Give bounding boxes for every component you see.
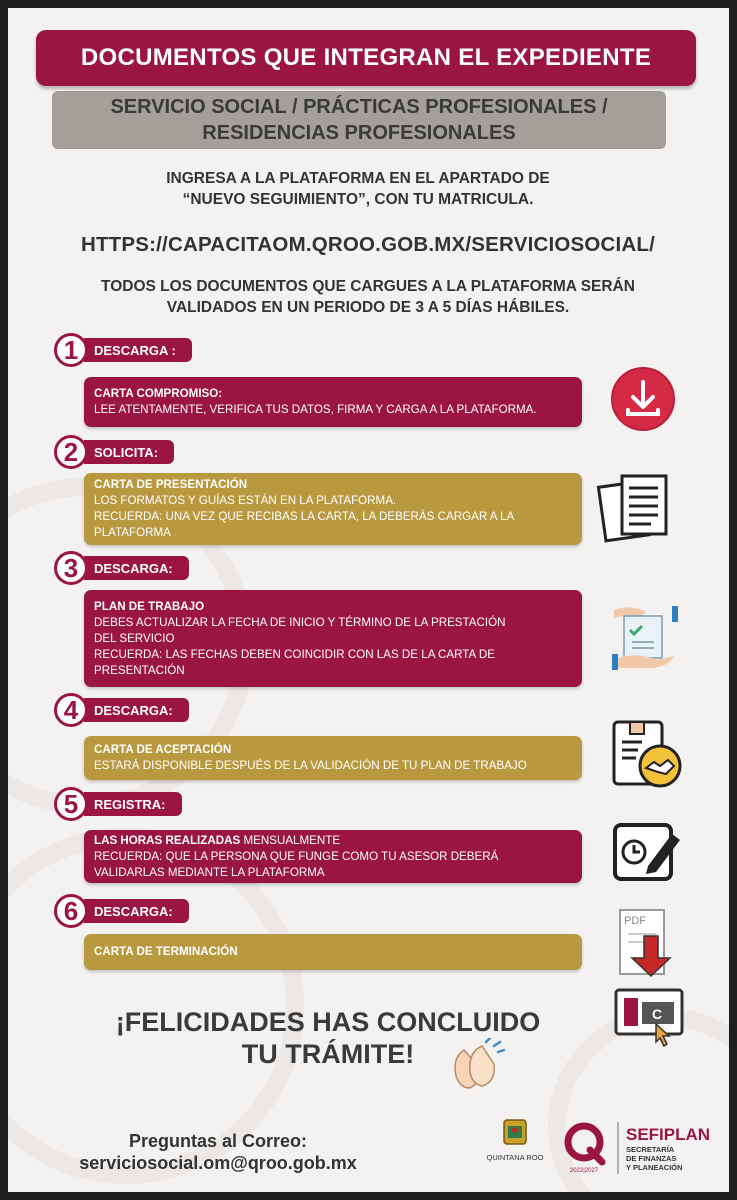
card-line: VALIDARLAS MEDIANTE LA PLATAFORMA: [94, 865, 325, 879]
sefiplan-name: SEFIPLAN: [626, 1125, 711, 1144]
pdf-download-icon: [612, 906, 688, 1056]
subtitle-line-1: SERVICIO SOCIAL / PRÁCTICAS PROFESIONALES /: [110, 96, 608, 118]
card-line: DEBES ACTUALIZAR LA FECHA DE INICIO Y TÉRMINO DE LA PRESTACIÓN: [94, 615, 506, 629]
congrats-line-1: ¡FELICIDADES HAS CONCLUIDO: [115, 1007, 541, 1037]
agreement-icon: [610, 718, 684, 790]
download-icon: [610, 366, 676, 432]
sefiplan-line-2: DE FINANZAS: [626, 1154, 677, 1163]
step-2-card: [84, 473, 582, 545]
card-title: CARTA DE ACEPTACIÓN: [94, 743, 232, 756]
step-number: 1: [54, 333, 88, 367]
quintana-roo-label: QUINTANA ROO: [486, 1153, 544, 1162]
step-3-card: [84, 590, 582, 687]
sefiplan-logo: [626, 1125, 710, 1172]
documents-icon: [596, 470, 674, 548]
card-line: RECUERDA: QUE LA PERSONA QUE FUNGE COMO TU ASESOR DEBERÁ: [94, 849, 499, 863]
step-1-header: [54, 335, 192, 365]
clock-edit-icon: [612, 822, 682, 884]
card-line: RECUERDA: LAS FECHAS DEBEN COINCIDIR CON LAS DE LA CARTA DE: [94, 647, 495, 661]
validation-note: [48, 276, 688, 318]
card-line: LOS FORMATOS Y GUÍAS ESTÁN EN LA PLATAFORMA.: [94, 494, 397, 507]
platform-instruction: [78, 168, 638, 210]
subtitle-line-2: RESIDENCIAS PROFESIONALES: [202, 122, 516, 144]
page-title: DOCUMENTOS QUE INTEGRAN EL EXPEDIENTE: [36, 30, 696, 86]
card-title: CARTA DE TERMINACIÓN: [94, 945, 238, 958]
card-line: PRESENTACIÓN: [94, 663, 185, 677]
step-action: DESCARGA:: [84, 899, 189, 923]
card-line: RECUERDA: UNA VEZ QUE RECIBAS LA CARTA, LA DEBERÁS CARGAR A LA: [94, 510, 515, 523]
contact-email-link[interactable]: serviciosocial.om@qroo.gob.mx: [79, 1153, 357, 1173]
contact-info: [48, 1130, 388, 1174]
card-title: LAS HORAS REALIZADAS: [94, 833, 241, 847]
clapping-hands-icon: [448, 1038, 506, 1092]
sefiplan-line-1: SECRETARÍA: [626, 1145, 675, 1154]
validation-line-1: TODOS LOS DOCUMENTOS QUE CARGUES A LA PLATAFORMA SERÁN: [101, 278, 635, 295]
step-2-header: [54, 437, 174, 467]
step-number: 6: [54, 894, 88, 928]
card-line: ESTARÁ DISPONIBLE DESPUÉS DE LA VALIDACIÓN DE TU PLAN DE TRABAJO: [94, 759, 527, 772]
card-line: LEE ATENTAMENTE, VERIFICA TUS DATOS, FIRMA Y CARGA A LA PLATAFORMA.: [94, 403, 537, 416]
period-label: 2022|2027: [569, 1168, 599, 1174]
step-number: 5: [54, 787, 88, 821]
step-action: REGISTRA:: [84, 792, 182, 816]
step-action: DESCARGA:: [84, 556, 189, 580]
contact-label: Preguntas al Correo:: [128, 1131, 308, 1151]
step-number: 3: [54, 551, 88, 585]
page-subtitle: [52, 91, 666, 149]
step-3-header: [54, 553, 189, 583]
step-6-card: [84, 934, 582, 970]
platform-url-link[interactable]: HTTPS://CAPACITAOM.QROO.GOB.MX/SERVICIOSOCIAL/: [80, 233, 656, 256]
step-4-header: [54, 695, 189, 725]
infographic-page: [8, 8, 729, 1192]
step-action: DESCARGA :: [84, 338, 192, 362]
validation-line-2: VALIDADOS EN UN PERIODO DE 3 A 5 DÍAS HÁBILES.: [166, 299, 570, 316]
step-4-card: [84, 736, 582, 780]
step-action: DESCARGA:: [84, 698, 189, 722]
card-title: CARTA COMPROMISO:: [94, 387, 223, 400]
card-line: DEL SERVICIO: [94, 631, 175, 645]
sefiplan-line-3: Y PLANEACIÓN: [626, 1163, 683, 1172]
instruction-line-2: “NUEVO SEGUIMIENTO”, CON TU MATRICULA.: [182, 191, 534, 208]
card-title: CARTA DE PRESENTACIÓN: [94, 478, 248, 491]
institutional-logos: [486, 1116, 726, 1186]
step-5-card: [84, 830, 582, 883]
step-6-header: [54, 896, 189, 926]
card-title-row: [94, 833, 572, 849]
step-number: 4: [54, 693, 88, 727]
svg-text:C: C: [652, 1006, 663, 1022]
card-title: PLAN DE TRABAJO: [94, 599, 205, 613]
card-title-suffix: MENSUALMENTE: [243, 833, 341, 847]
congrats-line-2: TU TRÁMITE!: [241, 1039, 415, 1069]
instruction-line-1: INGRESA A LA PLATAFORMA EN EL APARTADO DE: [166, 170, 550, 187]
card-line: PLATAFORMA: [94, 526, 171, 539]
hands-document-icon: [608, 602, 682, 674]
step-1-card: [84, 377, 582, 427]
step-action: SOLICITA:: [84, 440, 174, 464]
quintana-roo-logo: [487, 1120, 544, 1162]
government-q-logo: [568, 1126, 602, 1174]
logo-strip: [486, 1116, 726, 1186]
step-number: 2: [54, 435, 88, 469]
svg-text:PDF: PDF: [624, 915, 646, 927]
step-5-header: [54, 789, 182, 819]
